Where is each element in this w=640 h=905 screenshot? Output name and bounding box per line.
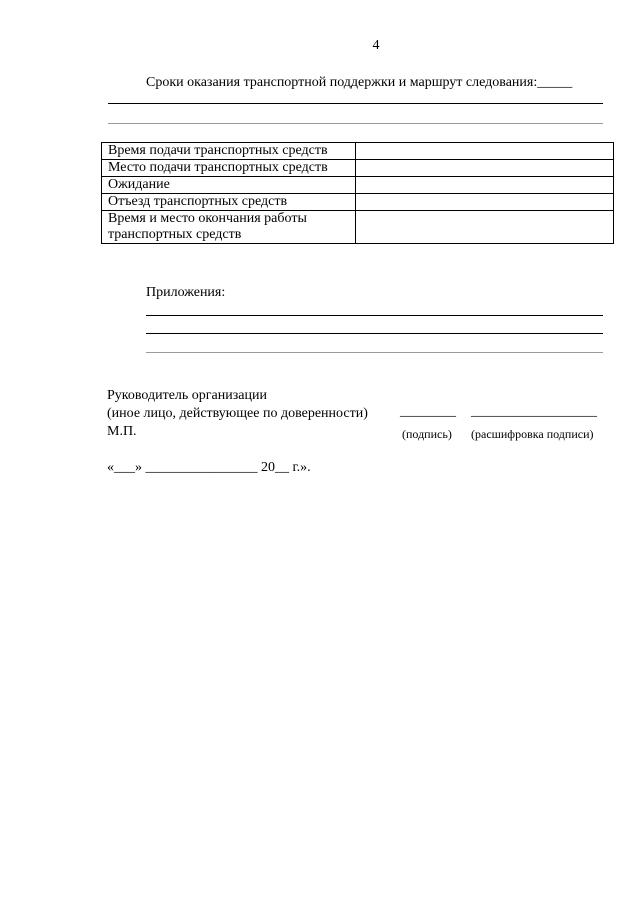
stamp-label: М.П.	[107, 424, 137, 439]
transcript-caption: (расшифровка подписи)	[471, 427, 594, 441]
head-title-line-2: (иное лицо, действующее по доверенности)	[107, 406, 368, 421]
table-cell-value[interactable]	[356, 160, 614, 177]
routes-label: Сроки оказания транспортной поддержки и маршрут следования:_____	[146, 75, 573, 90]
table-cell-label: Время подачи транспортных средств	[102, 143, 356, 160]
appendix-line-2[interactable]	[146, 333, 603, 334]
table-cell-label: Место подачи транспортных средств	[102, 160, 356, 177]
table-row	[102, 177, 614, 194]
table-cell-value[interactable]	[356, 177, 614, 194]
table-row	[102, 194, 614, 211]
routes-line-2[interactable]	[108, 123, 603, 124]
appendix-line-3[interactable]	[146, 352, 603, 353]
transport-table	[101, 142, 614, 244]
signature-caption: (подпись)	[402, 427, 452, 441]
table-cell-value[interactable]	[356, 194, 614, 211]
routes-line-1[interactable]	[108, 103, 603, 104]
table-cell-label: Время и место окончания работы транспортных средств	[102, 211, 356, 244]
table-row	[102, 143, 614, 160]
table-cell-label: Ожидание	[102, 177, 356, 194]
page-number: 4	[372, 38, 380, 53]
table-row	[102, 211, 614, 244]
head-title-line-1: Руководитель организации	[107, 388, 267, 403]
transcript-blank[interactable]: __________________	[471, 404, 597, 419]
table-cell-value[interactable]	[356, 211, 614, 244]
table-row	[102, 160, 614, 177]
table-cell-value[interactable]	[356, 143, 614, 160]
appendix-line-1[interactable]	[146, 315, 603, 316]
appendix-label: Приложения:	[146, 285, 226, 300]
date-line[interactable]: «___» ________________ 20__ г.».	[107, 460, 311, 475]
table-cell-label: Отъезд транспортных средств	[102, 194, 356, 211]
signature-blank[interactable]: ________	[400, 404, 456, 419]
